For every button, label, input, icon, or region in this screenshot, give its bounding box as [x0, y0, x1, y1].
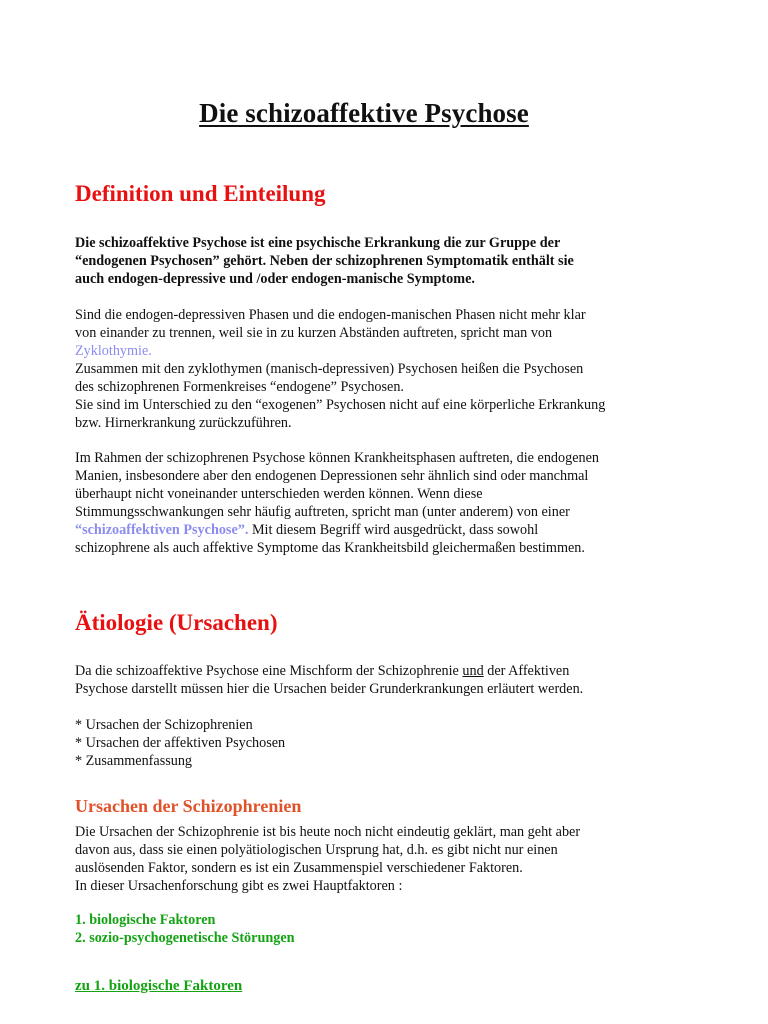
text-line: Zusammen mit den zyklothymen (manisch-depressiven) Psychosen heißen die Psychosen: [75, 361, 584, 377]
subheading-biologische-faktoren: zu 1. biologische Faktoren: [75, 978, 243, 994]
paragraph-mischform: [75, 662, 675, 698]
text-line: des schizophrenen Formenkreises “endogene” Psychosen.: [75, 379, 404, 395]
text-line: auslösenden Faktor, sondern es ist ein Zusammenspiel verschiedener Faktoren.: [75, 860, 523, 876]
text-fragment: Mit diesem Begriff wird ausgedrückt, dass sowohl: [248, 522, 539, 538]
paragraph-ursachen: [75, 823, 675, 895]
factor-list: [75, 911, 675, 947]
text-line: davon aus, dass sie einen polyätiologischen Ursprung hat, d.h. es gibt nicht nur einen: [75, 842, 558, 858]
link-schizoaffektive-psychose[interactable]: “schizoaffektiven Psychose”.: [75, 522, 249, 538]
factor-item: 1. biologische Faktoren: [75, 912, 216, 928]
text-line: überhaupt nicht voneinander unterschieden werden können. Wenn diese: [75, 486, 483, 502]
text-line: In dieser Ursachenforschung gibt es zwei Hauptfaktoren :: [75, 878, 403, 894]
intro-line: auch endogen-depressive und /oder endogen-manische Symptome.: [75, 271, 475, 287]
text-fragment: der Affektiven: [483, 663, 570, 679]
list-item[interactable]: * Zusammenfassung: [75, 753, 193, 769]
list-item[interactable]: * Ursachen der affektiven Psychosen: [75, 735, 286, 751]
text-line: Sie sind im Unterschied zu den “exogenen” Psychosen nicht auf eine körperliche Erkrankung: [75, 397, 606, 413]
paragraph-zyklothymie: [75, 306, 675, 432]
text-line: schizophrene als auch affektive Symptome das Krankheitsbild gleichermaßen bestimmen.: [75, 540, 585, 556]
link-zyklothymie[interactable]: Zyklothymie.: [75, 343, 152, 359]
cause-list: [75, 716, 675, 770]
text-fragment: Da die schizoaffektive Psychose eine Mischform der Schizophrenie: [75, 663, 463, 679]
text-line-with-link: [75, 521, 675, 539]
underlined-und: und: [462, 663, 484, 679]
text-line: Sind die endogen-depressiven Phasen und die endogen-manischen Phasen nicht mehr klar: [75, 307, 586, 323]
intro-paragraph: [75, 234, 675, 288]
intro-line: Die schizoaffektive Psychose ist eine psychische Erkrankung die zur Gruppe der: [75, 235, 561, 251]
text-line: Stimmungsschwankungen sehr häufig auftreten, spricht man (unter anderem) von einer: [75, 504, 570, 520]
heading-definition: Definition und Einteilung: [75, 181, 326, 206]
text-line: von einander zu trennen, weil sie in zu kurzen Abständen auftreten, spricht man von: [75, 325, 553, 341]
paragraph-schizoaffektiv: [75, 449, 675, 557]
text-line-with-underline: [75, 662, 675, 680]
text-line: Im Rahmen der schizophrenen Psychose können Krankheitsphasen auftreten, die endogenen: [75, 450, 599, 466]
heading-ursachen-schizophrenien: Ursachen der Schizophrenien: [75, 796, 302, 816]
page-title: Die schizoaffektive Psychose: [199, 98, 529, 128]
text-line: Manien, insbesondere aber den endogenen Depressionen sehr ähnlich sind oder manchmal: [75, 468, 589, 484]
intro-line: “endogenen Psychosen” gehört. Neben der schizophrenen Symptomatik enthält sie: [75, 253, 574, 269]
heading-aetiologie: Ätiologie (Ursachen): [75, 610, 278, 635]
factor-item: 2. sozio-psychogenetische Störungen: [75, 930, 295, 946]
text-line: Die Ursachen der Schizophrenie ist bis heute noch nicht eindeutig geklärt, man geht aber: [75, 824, 581, 840]
text-line: bzw. Hirnerkrankung zurückzuführen.: [75, 415, 292, 431]
text-line: Psychose darstellt müssen hier die Ursachen beider Grunderkrankungen erläutert werden.: [75, 681, 584, 697]
list-item[interactable]: * Ursachen der Schizophrenien: [75, 717, 253, 733]
